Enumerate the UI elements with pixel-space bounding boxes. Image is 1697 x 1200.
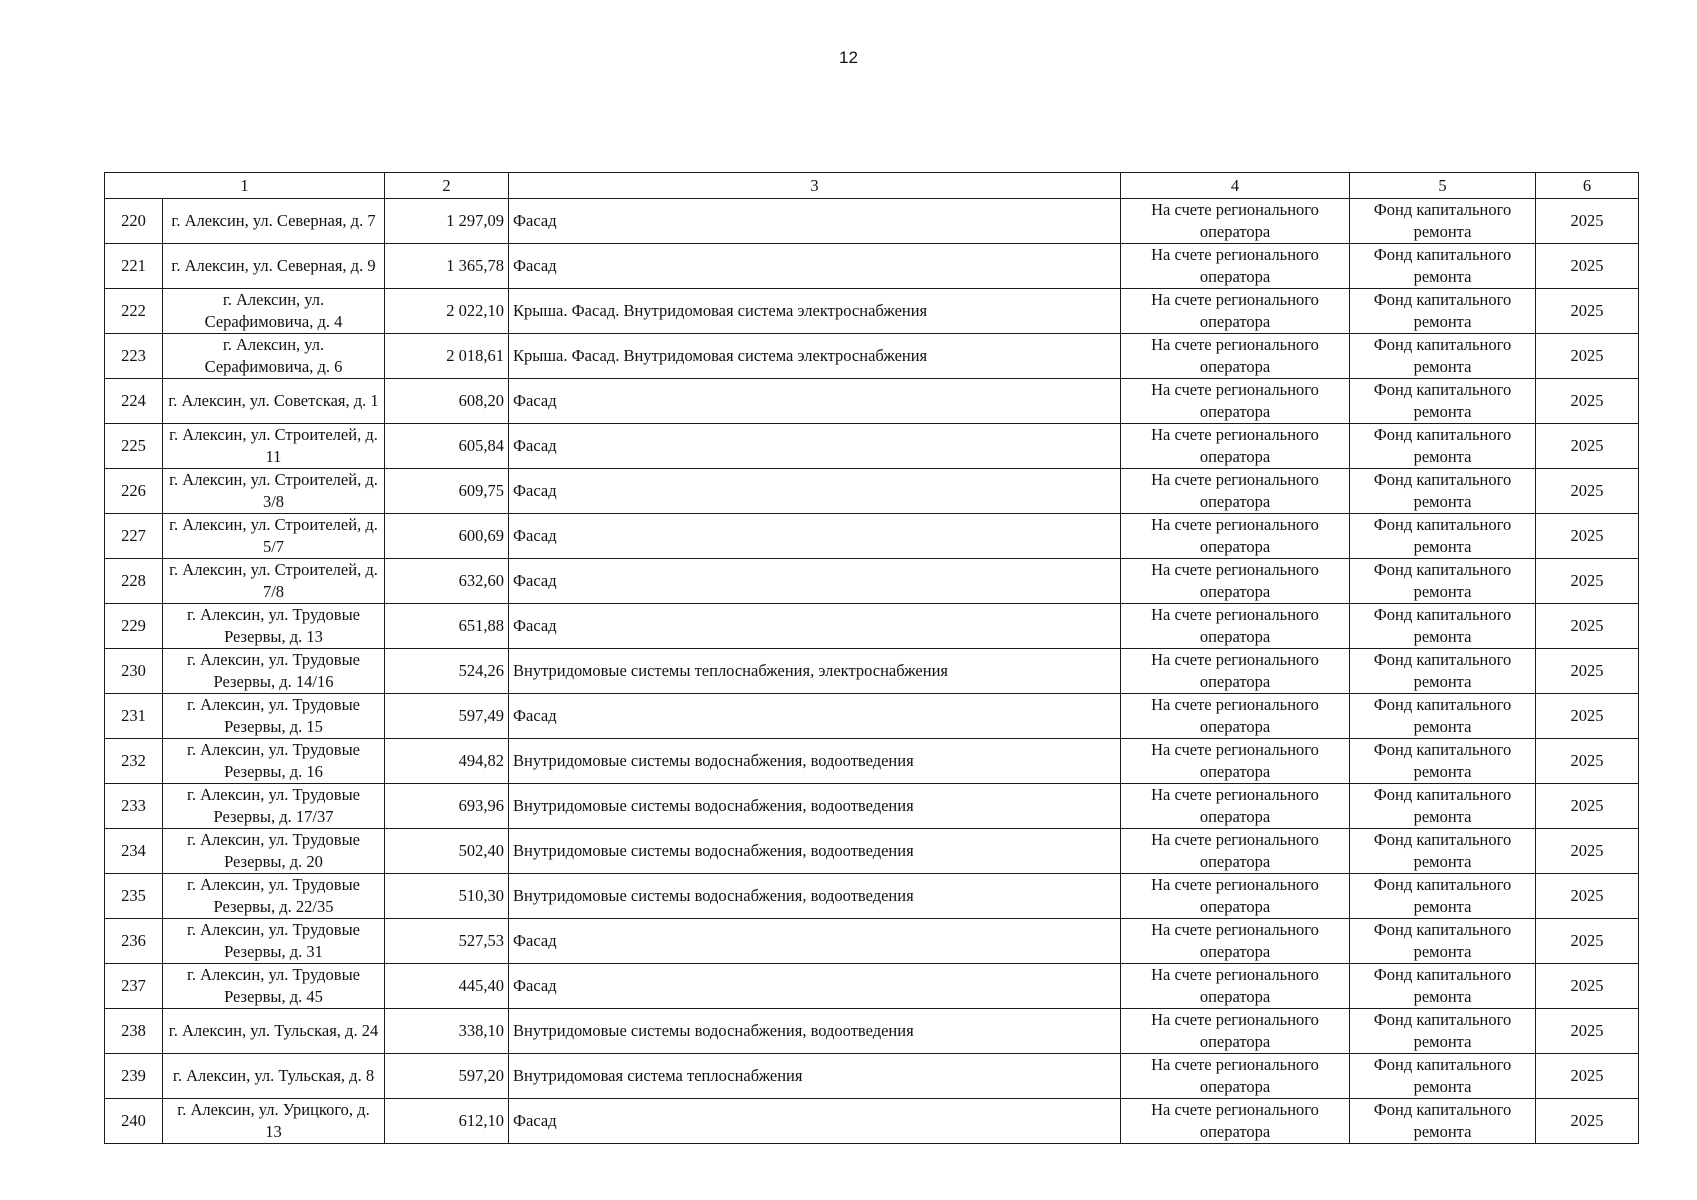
row-number: 231: [105, 694, 163, 739]
address-cell: г. Алексин, ул. Тульская, д. 24: [163, 1009, 385, 1054]
address-cell: г. Алексин, ул. Трудовые Резервы, д. 20: [163, 829, 385, 874]
table-row: [105, 919, 1639, 964]
column-number-2: 2: [385, 173, 509, 199]
row-number: 234: [105, 829, 163, 874]
column-number-1: 1: [105, 173, 385, 199]
column-number-4: 4: [1121, 173, 1350, 199]
works-cell: Внутридомовые системы водоснабжения, водоотведения: [509, 1009, 1121, 1054]
funding-source-cell: Фонд капитального ремонта: [1350, 829, 1536, 874]
row-number: 240: [105, 1099, 163, 1144]
year-cell: 2025: [1536, 649, 1639, 694]
area-cell: 2 022,10: [385, 289, 509, 334]
account-cell: На счете регионального оператора: [1121, 964, 1350, 1009]
funding-source-cell: Фонд капитального ремонта: [1350, 1009, 1536, 1054]
funding-source-cell: Фонд капитального ремонта: [1350, 514, 1536, 559]
funding-source-cell: Фонд капитального ремонта: [1350, 559, 1536, 604]
year-cell: 2025: [1536, 919, 1639, 964]
year-cell: 2025: [1536, 1009, 1639, 1054]
table-row: [105, 739, 1639, 784]
works-cell: Фасад: [509, 559, 1121, 604]
address-cell: г. Алексин, ул. Строителей, д. 3/8: [163, 469, 385, 514]
year-cell: 2025: [1536, 604, 1639, 649]
year-cell: 2025: [1536, 739, 1639, 784]
account-cell: На счете регионального оператора: [1121, 604, 1350, 649]
table-row: [105, 514, 1639, 559]
column-number-6: 6: [1536, 173, 1639, 199]
address-cell: г. Алексин, ул. Трудовые Резервы, д. 17/37: [163, 784, 385, 829]
row-number: 229: [105, 604, 163, 649]
area-cell: 608,20: [385, 379, 509, 424]
works-cell: Внутридомовые системы водоснабжения, водоотведения: [509, 739, 1121, 784]
account-cell: На счете регионального оператора: [1121, 244, 1350, 289]
year-cell: 2025: [1536, 829, 1639, 874]
area-cell: 597,20: [385, 1054, 509, 1099]
area-cell: 632,60: [385, 559, 509, 604]
column-number-row: [105, 173, 1639, 199]
address-cell: г. Алексин, ул. Трудовые Резервы, д. 22/35: [163, 874, 385, 919]
works-cell: Внутридомовые системы водоснабжения, водоотведения: [509, 784, 1121, 829]
page-number: 12: [839, 48, 858, 67]
table-row: [105, 289, 1639, 334]
table-row: [105, 829, 1639, 874]
year-cell: 2025: [1536, 334, 1639, 379]
account-cell: На счете регионального оператора: [1121, 1054, 1350, 1099]
address-cell: г. Алексин, ул. Северная, д. 7: [163, 199, 385, 244]
works-cell: Фасад: [509, 604, 1121, 649]
works-cell: Фасад: [509, 199, 1121, 244]
year-cell: 2025: [1536, 199, 1639, 244]
row-number: 227: [105, 514, 163, 559]
area-cell: 524,26: [385, 649, 509, 694]
table-row: [105, 964, 1639, 1009]
account-cell: На счете регионального оператора: [1121, 379, 1350, 424]
funding-source-cell: Фонд капитального ремонта: [1350, 289, 1536, 334]
account-cell: На счете регионального оператора: [1121, 739, 1350, 784]
year-cell: 2025: [1536, 379, 1639, 424]
area-cell: 597,49: [385, 694, 509, 739]
table-row: [105, 649, 1639, 694]
table-row: [105, 424, 1639, 469]
address-cell: г. Алексин, ул. Трудовые Резервы, д. 15: [163, 694, 385, 739]
funding-source-cell: Фонд капитального ремонта: [1350, 199, 1536, 244]
row-number: 236: [105, 919, 163, 964]
row-number: 233: [105, 784, 163, 829]
row-number: 222: [105, 289, 163, 334]
funding-source-cell: Фонд капитального ремонта: [1350, 694, 1536, 739]
area-cell: 1 297,09: [385, 199, 509, 244]
address-cell: г. Алексин, ул. Советская, д. 1: [163, 379, 385, 424]
row-number: 230: [105, 649, 163, 694]
row-number: 225: [105, 424, 163, 469]
account-cell: На счете регионального оператора: [1121, 784, 1350, 829]
year-cell: 2025: [1536, 1099, 1639, 1144]
capital-repair-table: [104, 172, 1639, 1144]
address-cell: г. Алексин, ул. Трудовые Резервы, д. 14/16: [163, 649, 385, 694]
table-row: [105, 334, 1639, 379]
area-cell: 502,40: [385, 829, 509, 874]
funding-source-cell: Фонд капитального ремонта: [1350, 379, 1536, 424]
address-cell: г. Алексин, ул. Урицкого, д. 13: [163, 1099, 385, 1144]
funding-source-cell: Фонд капитального ремонта: [1350, 874, 1536, 919]
account-cell: На счете регионального оператора: [1121, 424, 1350, 469]
column-number-5: 5: [1350, 173, 1536, 199]
table-row: [105, 199, 1639, 244]
account-cell: На счете регионального оператора: [1121, 289, 1350, 334]
row-number: 221: [105, 244, 163, 289]
works-cell: Фасад: [509, 379, 1121, 424]
area-cell: 605,84: [385, 424, 509, 469]
address-cell: г. Алексин, ул. Трудовые Резервы, д. 45: [163, 964, 385, 1009]
account-cell: На счете регионального оператора: [1121, 334, 1350, 379]
account-cell: На счете регионального оператора: [1121, 559, 1350, 604]
area-cell: 693,96: [385, 784, 509, 829]
row-number: 239: [105, 1054, 163, 1099]
funding-source-cell: Фонд капитального ремонта: [1350, 964, 1536, 1009]
works-cell: Внутридомовые системы водоснабжения, водоотведения: [509, 829, 1121, 874]
area-cell: 612,10: [385, 1099, 509, 1144]
works-cell: Фасад: [509, 514, 1121, 559]
year-cell: 2025: [1536, 514, 1639, 559]
works-cell: Фасад: [509, 694, 1121, 739]
funding-source-cell: Фонд капитального ремонта: [1350, 649, 1536, 694]
year-cell: 2025: [1536, 874, 1639, 919]
table-row: [105, 604, 1639, 649]
address-cell: г. Алексин, ул. Серафимовича, д. 6: [163, 334, 385, 379]
works-cell: Фасад: [509, 244, 1121, 289]
table-row: [105, 1009, 1639, 1054]
address-cell: г. Алексин, ул. Строителей, д. 11: [163, 424, 385, 469]
area-cell: 609,75: [385, 469, 509, 514]
area-cell: 494,82: [385, 739, 509, 784]
area-cell: 527,53: [385, 919, 509, 964]
year-cell: 2025: [1536, 784, 1639, 829]
row-number: 237: [105, 964, 163, 1009]
account-cell: На счете регионального оператора: [1121, 1009, 1350, 1054]
account-cell: На счете регионального оператора: [1121, 1099, 1350, 1144]
works-cell: Внутридомовая система теплоснабжения: [509, 1054, 1121, 1099]
address-cell: г. Алексин, ул. Трудовые Резервы, д. 16: [163, 739, 385, 784]
area-cell: 2 018,61: [385, 334, 509, 379]
address-cell: г. Алексин, ул. Строителей, д. 7/8: [163, 559, 385, 604]
row-number: 235: [105, 874, 163, 919]
address-cell: г. Алексин, ул. Строителей, д. 5/7: [163, 514, 385, 559]
area-cell: 1 365,78: [385, 244, 509, 289]
table-row: [105, 1054, 1639, 1099]
year-cell: 2025: [1536, 964, 1639, 1009]
funding-source-cell: Фонд капитального ремонта: [1350, 244, 1536, 289]
year-cell: 2025: [1536, 289, 1639, 334]
area-cell: 651,88: [385, 604, 509, 649]
year-cell: 2025: [1536, 244, 1639, 289]
table-body: [105, 173, 1639, 1144]
works-cell: Крыша. Фасад. Внутридомовая система электроснабжения: [509, 334, 1121, 379]
year-cell: 2025: [1536, 424, 1639, 469]
account-cell: На счете регионального оператора: [1121, 514, 1350, 559]
works-cell: Фасад: [509, 1099, 1121, 1144]
works-cell: Внутридомовые системы теплоснабжения, электроснабжения: [509, 649, 1121, 694]
area-cell: 600,69: [385, 514, 509, 559]
account-cell: На счете регионального оператора: [1121, 694, 1350, 739]
table-row: [105, 1099, 1639, 1144]
funding-source-cell: Фонд капитального ремонта: [1350, 919, 1536, 964]
funding-source-cell: Фонд капитального ремонта: [1350, 334, 1536, 379]
row-number: 224: [105, 379, 163, 424]
year-cell: 2025: [1536, 694, 1639, 739]
account-cell: На счете регионального оператора: [1121, 919, 1350, 964]
works-cell: Фасад: [509, 919, 1121, 964]
works-cell: Фасад: [509, 469, 1121, 514]
works-cell: Внутридомовые системы водоснабжения, водоотведения: [509, 874, 1121, 919]
funding-source-cell: Фонд капитального ремонта: [1350, 604, 1536, 649]
account-cell: На счете регионального оператора: [1121, 199, 1350, 244]
area-cell: 445,40: [385, 964, 509, 1009]
address-cell: г. Алексин, ул. Тульская, д. 8: [163, 1054, 385, 1099]
account-cell: На счете регионального оператора: [1121, 829, 1350, 874]
account-cell: На счете регионального оператора: [1121, 469, 1350, 514]
row-number: 232: [105, 739, 163, 784]
works-cell: Фасад: [509, 964, 1121, 1009]
year-cell: 2025: [1536, 559, 1639, 604]
row-number: 226: [105, 469, 163, 514]
address-cell: г. Алексин, ул. Трудовые Резервы, д. 13: [163, 604, 385, 649]
area-cell: 510,30: [385, 874, 509, 919]
account-cell: На счете регионального оператора: [1121, 649, 1350, 694]
table-row: [105, 694, 1639, 739]
funding-source-cell: Фонд капитального ремонта: [1350, 784, 1536, 829]
address-cell: г. Алексин, ул. Трудовые Резервы, д. 31: [163, 919, 385, 964]
row-number: 220: [105, 199, 163, 244]
area-cell: 338,10: [385, 1009, 509, 1054]
account-cell: На счете регионального оператора: [1121, 874, 1350, 919]
address-cell: г. Алексин, ул. Серафимовича, д. 4: [163, 289, 385, 334]
row-number: 238: [105, 1009, 163, 1054]
table-row: [105, 469, 1639, 514]
year-cell: 2025: [1536, 1054, 1639, 1099]
table-row: [105, 784, 1639, 829]
table-row: [105, 244, 1639, 289]
funding-source-cell: Фонд капитального ремонта: [1350, 424, 1536, 469]
table-row: [105, 559, 1639, 604]
funding-source-cell: Фонд капитального ремонта: [1350, 1099, 1536, 1144]
table-row: [105, 379, 1639, 424]
row-number: 223: [105, 334, 163, 379]
table-row: [105, 874, 1639, 919]
column-number-3: 3: [509, 173, 1121, 199]
funding-source-cell: Фонд капитального ремонта: [1350, 739, 1536, 784]
works-cell: Фасад: [509, 424, 1121, 469]
funding-source-cell: Фонд капитального ремонта: [1350, 469, 1536, 514]
funding-source-cell: Фонд капитального ремонта: [1350, 1054, 1536, 1099]
works-cell: Крыша. Фасад. Внутридомовая система электроснабжения: [509, 289, 1121, 334]
row-number: 228: [105, 559, 163, 604]
address-cell: г. Алексин, ул. Северная, д. 9: [163, 244, 385, 289]
year-cell: 2025: [1536, 469, 1639, 514]
